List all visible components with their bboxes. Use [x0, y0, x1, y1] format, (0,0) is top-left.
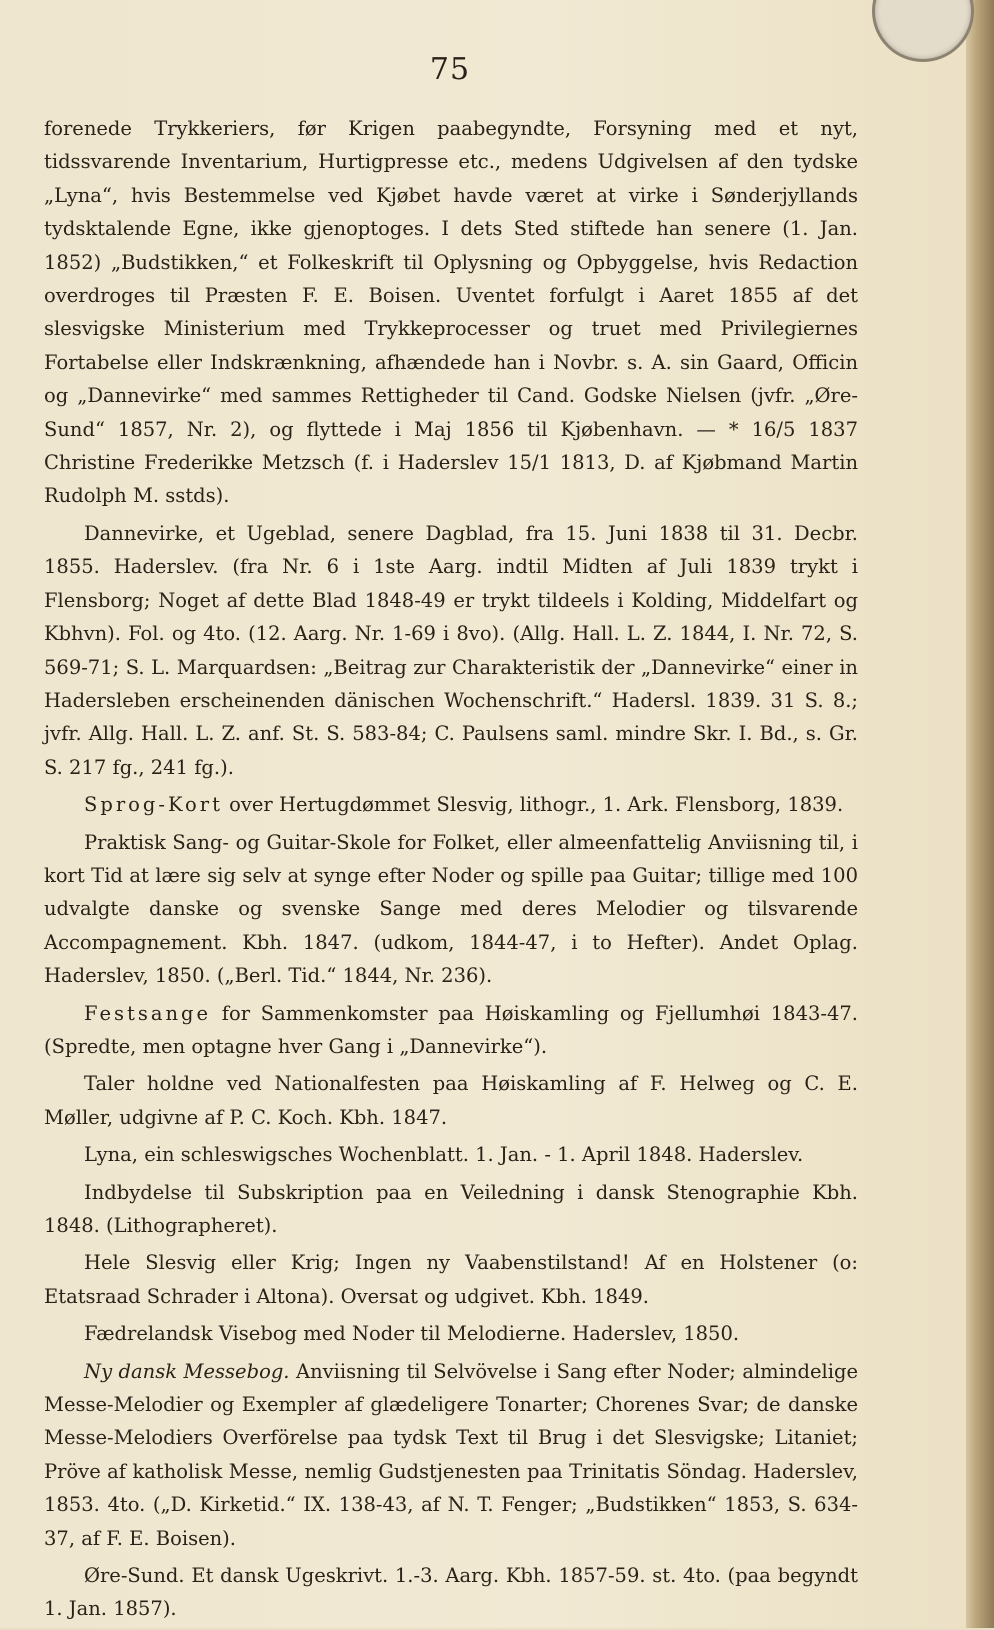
entry-text: til Subskription paa en Veiledning i dansk Stenographie Kbh. 1848. (Lithographeret).: [44, 1180, 858, 1237]
bibliography-entry: [44, 1355, 858, 1555]
bibliography-entry: [44, 1246, 858, 1313]
entry-lead: Hele Slesvig eller Krig;: [84, 1251, 340, 1275]
entry-lead: Dannevirke,: [84, 521, 205, 545]
entry-text: Et dansk Ugeskrivt. 1.-3. Aarg. Kbh. 1857-59. st. 4to. (paa begyndt 1. Jan. 1857).: [44, 1564, 858, 1621]
entry-lead: Ny dansk Messebog.: [84, 1359, 290, 1383]
paragraph-text: forenede Trykkeriers, før Krigen paabegyndte, Forsyning med et nyt, tidssvarende Inventarium, Hurtigpresse etc., medens Udgivelsen af den tydske „Lyna“, hvis Bestemmelse ved Kjøbet havde været at virke i Sønderjyllands tydsktalende Egne, ikke gjenoptoges. I dets Sted stiftede han senere (1. Jan. 1852) „Budstikken,“ et Folkeskrift til Oplysning og Opbyggelse, hvis Redaction overdroges til Præsten F. E. Boisen. Uventet forfulgt i Aaret 1855 af det slesvigske Ministerium med Trykkeprocesser og truet med Privilegiernes Fortabelse eller Indskrænkning, afhændede han i Novbr. s. A. sin Gaard, Officin og „Dannevirke“ med sammes Rettigheder til Cand. Godske Nielsen (jvfr. „Øre-Sund“ 1857, Nr. 2), og flyttede i Maj 1856 til Kjøbenhavn. — * 16/5 1837 Christine Frederikke Metzsch (f. i Haderslev 15/1 1813, D. af Kjøbmand Martin Rudolph M. sstds).: [44, 117, 858, 508]
paragraph: [44, 112, 858, 513]
entry-lead: Indbydelse: [84, 1180, 193, 1204]
bibliography-entry: [44, 1559, 858, 1626]
bibliography-entry: [44, 517, 858, 784]
entry-text: med Noder til Melodierne. Haderslev, 1850.: [303, 1322, 740, 1346]
entry-text: et Ugeblad, senere Dagblad, fra 15. Juni 1838 til 31. Decbr. 1855. Haderslev. (fra Nr. 6 i 1ste Aarg. indtil Midten af Juli 1839 trykt i Flensborg; Noget af dette Blad 1848-49 er trykt tildeels i Kolding, Middelfart og Kbhvn). Fol. og 4to. (12. Aarg. Nr. 1-69 i 8vo). (Allg. Hall. L. Z. 1844, I. Nr. 72, S. 569-71; S. L. Marquardsen: „Beitrag zur Charakteristik der „Dannevirke“ einer in Hadersleben erscheinenden dänischen Wochenschrift.“ Hadersl. 1839. 31 S. 8.; jvfr. Allg. Hall. L. Z. anf. St. S. 583-84; C. Paulsens saml. mindre Skr. I. Bd., s. Gr. S. 217 fg., 241 fg.).: [44, 521, 859, 779]
bibliography-entry: [44, 1067, 858, 1134]
entry-lead: Taler: [84, 1072, 135, 1096]
entry-text: Anviisning til Selvövelse i Sang efter Noder; almindelige Messe-Melodier og Exempler af glædeligere Tonarter; Chorenes Svar; de danske Messe-Melodiers Overförelse paa tydsk Text til Brug i det Slesvigske; Litaniet; Pröve af katholisk Messe, nemlig Gudstjenesten paa Trinitatis Söndag. Haderslev, 1853. 4to. („D. Kirketid.“ IX. 138-43, af N. T. Fenger; „Budstikken“ 1853, S. 634-37, af F. E. Boisen).: [44, 1359, 858, 1550]
entry-text: Ingen ny Vaabenstilstand! Af en Holstener (o: Etatsraad Schrader i Altona). Oversat og udgivet. Kbh. 1849.: [44, 1251, 858, 1308]
entry-text: holdne ved Nationalfesten paa Høiskamling af F. Helweg og C. E. Møller, udgivne af P. C. Koch. Kbh. 1847.: [44, 1072, 858, 1129]
entry-lead: Festsange: [84, 1001, 212, 1025]
page-edge: [966, 0, 994, 1628]
bibliography-entry: [44, 1176, 858, 1243]
page-text: [44, 112, 858, 1630]
page-number: 75: [429, 52, 471, 87]
entry-text: eller almeenfattelig Anviisning til, i kort Tid at lære sig selv at synge efter Noder og spille paa Guitar; tillige med 100 udvalgte danske og svenske Sange med deres Melodier og tilsvarende Accompagnement. Kbh. 1847. (udkom, 1844-47, i to Hefter). Andet Oplag. Haderslev, 1850. („Berl. Tid.“ 1844, Nr. 236).: [44, 830, 858, 988]
bibliography-entry: [44, 826, 858, 993]
entry-lead: Praktisk Sang- og Guitar-Skole for Folket,: [84, 830, 501, 854]
entry-text: ein schleswigsches Wochenblatt. 1. Jan. - 1. April 1848. Haderslev.: [144, 1143, 804, 1167]
bibliography-entry: [44, 1138, 858, 1171]
entry-lead: Sprog-Kort: [84, 793, 223, 817]
entry-lead: Lyna,: [84, 1143, 139, 1167]
entry-text: for Sammenkomster paa Høiskamling og Fjellumhøi 1843-47. (Spredte, men optagne hver Gang i „Dannevirke“).: [44, 1001, 858, 1058]
entry-lead: Fædrelandsk Visebog: [84, 1322, 298, 1346]
bibliography-entry: [44, 1317, 858, 1350]
entry-text: over Hertugdømmet Slesvig, lithogr., 1. Ark. Flensborg, 1839.: [229, 793, 844, 817]
bibliography-entry: [44, 788, 858, 821]
bibliography-entry: [44, 997, 858, 1064]
entry-lead: Øre-Sund.: [84, 1564, 185, 1588]
